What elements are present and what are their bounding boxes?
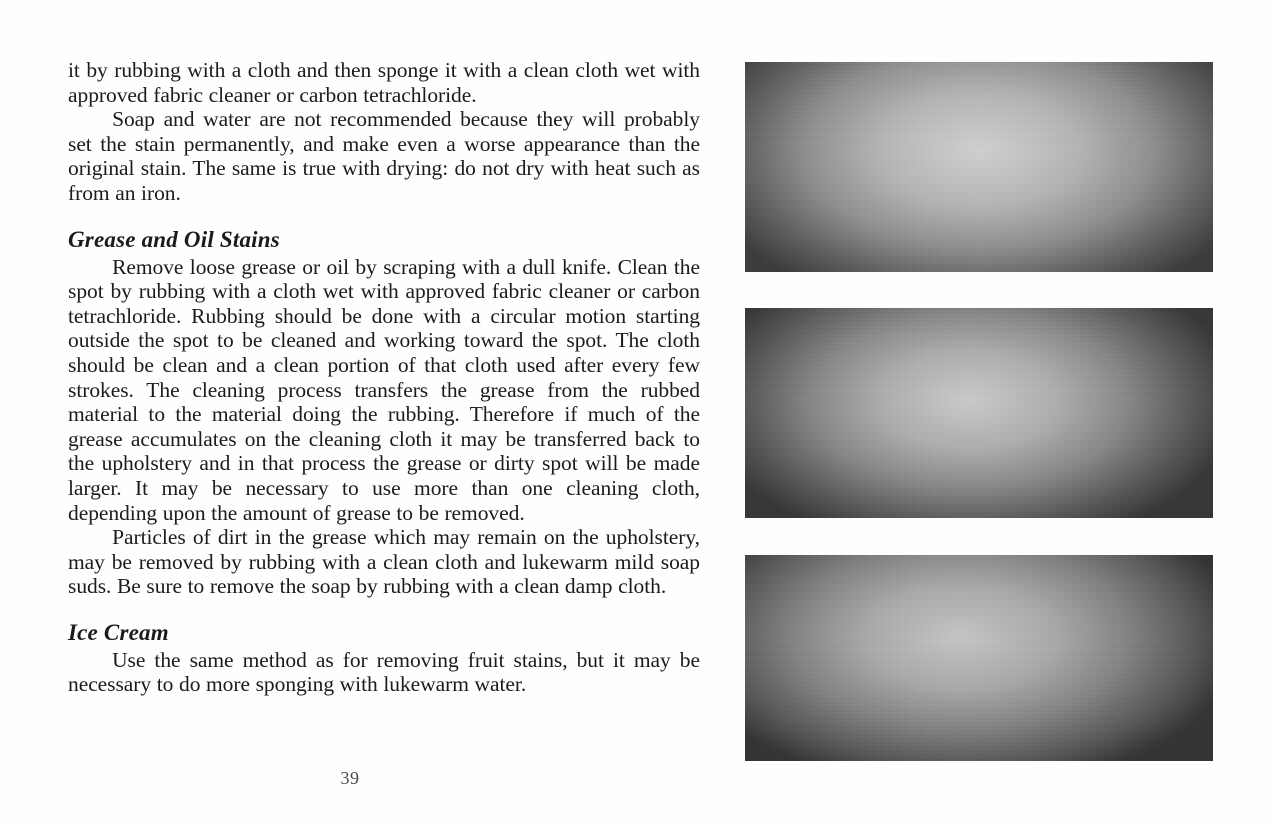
text-column <box>68 58 700 697</box>
page-number: 39 <box>340 768 360 788</box>
paragraph-grease-method: Remove loose grease or oil by scraping with a dull knife. Clean the spot by rubbing with a cloth wet with approved fabric cleaner or carbon tetrachloride. Rubbing should be done with a circular motion starting outside the spot to be cleaned and working toward the spot. The cloth should be clean and a clean portion of that cloth used after every few strokes. The cleaning process transfers the grease from the rubbed material to the material doing the rubbing. Therefore if much of the grease accumulates on the cleaning cloth it may be transferred back to the upholstery and in that process the grease or dirty spot will be made larger. It may be necessary to use more than one cleaning cloth, depending upon the amount of grease to be removed. <box>68 254 700 525</box>
paragraph-grease-dirt-particles: Particles of dirt in the grease which may remain on the upholstery, may be removed by rubbing with a clean cloth and lukewarm mild soap suds. Be sure to remove the soap by rubbing with a clean damp cloth. <box>68 525 700 599</box>
section-heading-ice-cream: Ice Cream <box>68 619 169 645</box>
paragraph-soap-and-water: Soap and water are not recommended because they will probably set the stain permanently, and make even a worse appearance than the original stain. The same is true with drying: do not dry with heat such as from an iron. <box>68 107 700 205</box>
figure-column <box>745 62 1213 761</box>
spacer <box>68 206 700 227</box>
figure-oil-can <box>745 308 1213 518</box>
section-heading-grease-and-oil-stains: Grease and Oil Stains <box>68 226 280 252</box>
figure-ice-cream-carton <box>745 555 1213 761</box>
spacer <box>68 599 700 620</box>
paragraph-carryover: it by rubbing with a cloth and then sponge it with a clean cloth wet with approved fabric cleaner or carbon tetrachloride. <box>68 58 700 107</box>
paragraph-ice-cream-method: Use the same method as for removing fruit stains, but it may be necessary to do more sponging with lukewarm water. <box>68 647 700 697</box>
figure-wringing-cloth <box>745 62 1213 272</box>
